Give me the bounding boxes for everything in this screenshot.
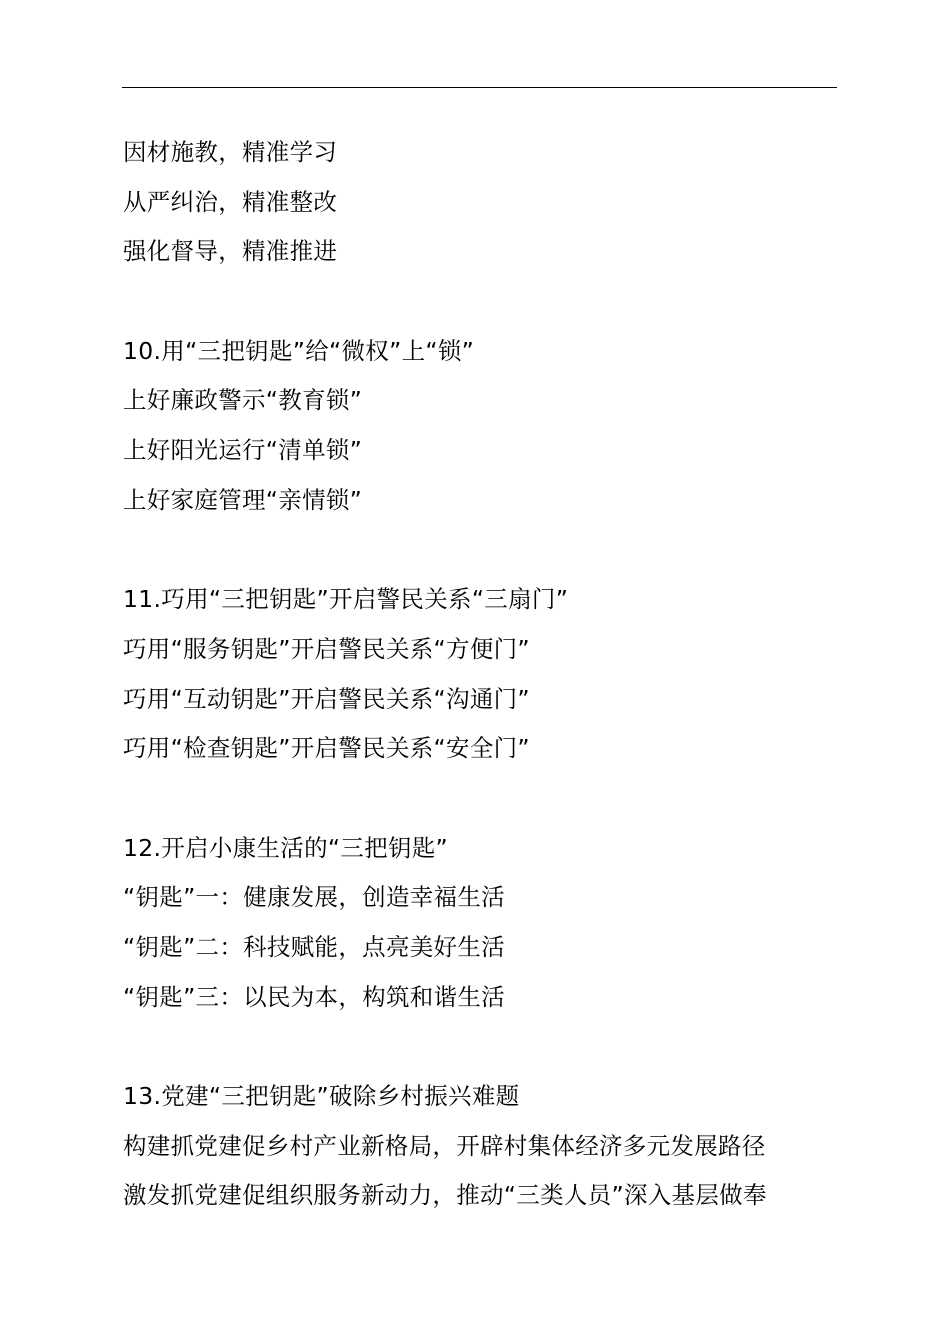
section-item: “钥匙”一：健康发展，创造幸福生活 (123, 883, 505, 912)
section-heading: 13.党建“三把钥匙”破除乡村振兴难题 (123, 1082, 520, 1111)
section-item: 上好阳光运行“清单锁” (123, 436, 363, 465)
section-heading: 10.用“三把钥匙”给“微权”上“锁” (123, 336, 475, 365)
section-item: 激发抓党建促组织服务新动力，推动“三类人员”深入基层做奉 (123, 1181, 767, 1210)
section-item: “钥匙”二：科技赋能，点亮美好生活 (123, 933, 505, 961)
paragraph-gap (123, 774, 843, 824)
intro-block (123, 128, 843, 277)
section-10 (123, 327, 843, 526)
section-13 (123, 1072, 843, 1221)
section-item: 巧用“服务钥匙”开启警民关系“方便门” (123, 634, 530, 663)
paragraph-gap (123, 526, 843, 576)
header-rule (122, 87, 837, 88)
section-heading: 12.开启小康生活的“三把钥匙” (123, 833, 449, 862)
section-item: 巧用“检查钥匙”开启警民关系“安全门” (123, 734, 530, 763)
paragraph-gap (123, 1022, 843, 1072)
section-item: 巧用“互动钥匙”开启警民关系“沟通门” (123, 684, 530, 713)
intro-line: 强化督导，精准推进 (123, 237, 338, 266)
intro-line: 从严纠治，精准整改 (123, 187, 338, 216)
section-11 (123, 575, 843, 774)
section-heading: 11.巧用“三把钥匙”开启警民关系“三扇门” (123, 585, 569, 614)
paragraph-gap (123, 277, 843, 327)
document-body (123, 128, 843, 1221)
section-item: 构建抓党建促乡村产业新格局，开辟村集体经济多元发展路径 (123, 1131, 766, 1160)
section-item: 上好廉政警示“教育锁” (123, 386, 363, 415)
section-12 (123, 824, 843, 1023)
intro-line: 因材施教，精准学习 (123, 138, 338, 166)
section-item: 上好家庭管理“亲情锁” (123, 485, 363, 514)
section-item: “钥匙”三：以民为本，构筑和谐生活 (123, 982, 505, 1011)
